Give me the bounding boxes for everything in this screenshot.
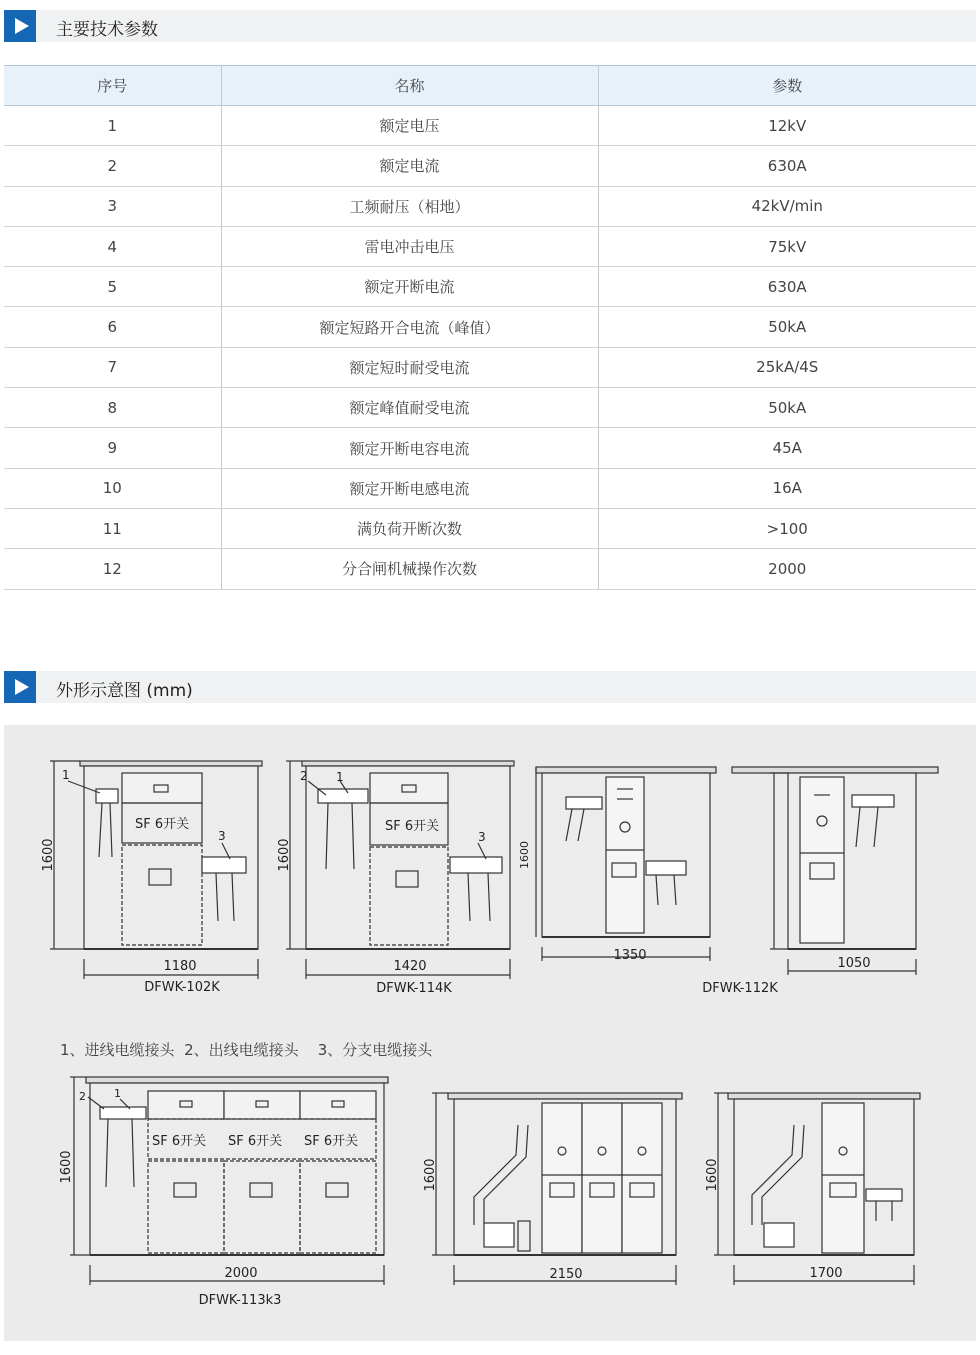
cell-value: 12kV xyxy=(598,106,976,146)
cell-name: 额定开断电流 xyxy=(221,267,598,307)
play-icon xyxy=(4,10,36,42)
section-header-diagram xyxy=(4,671,976,703)
table-row xyxy=(4,226,976,266)
cell-index: 1 xyxy=(4,106,221,146)
section-title: 主要技术参数 xyxy=(56,20,158,40)
sf6-label: SF 6开关 xyxy=(304,1134,359,1149)
height-label: 1600 xyxy=(277,838,292,872)
cell-name: 满负荷开断次数 xyxy=(221,508,598,548)
cell-value: 630A xyxy=(598,267,976,307)
params-table xyxy=(4,65,976,590)
sf6-label: SF 6开关 xyxy=(385,819,440,834)
model-label: DFWK-102K xyxy=(144,980,220,995)
cell-index: 3 xyxy=(4,186,221,226)
height-label: 1600 xyxy=(59,1150,74,1184)
height-label: 1600 xyxy=(518,841,531,869)
unit-112k xyxy=(732,767,938,975)
width-label: 1180 xyxy=(163,959,197,974)
cell-name: 分合闸机械操作次数 xyxy=(221,549,598,589)
cell-index: 12 xyxy=(4,549,221,589)
unit-2150 xyxy=(432,1093,682,1285)
cell-value: 42kV/min xyxy=(598,186,976,226)
cell-name: 额定电流 xyxy=(221,146,598,186)
cell-name: 额定开断电容电流 xyxy=(221,428,598,468)
model-label: DFWK-113k3 xyxy=(198,1293,282,1308)
table-header-row xyxy=(4,66,976,106)
table-row xyxy=(4,307,976,347)
cell-value: 50kA xyxy=(598,388,976,428)
legend-text: 1、进线电缆接头 2、出线电缆接头 3、分支电缆接头 xyxy=(60,1041,433,1059)
cell-name: 额定短路开合电流（峰值） xyxy=(221,307,598,347)
table-row xyxy=(4,267,976,307)
col-header-name: 名称 xyxy=(221,66,598,106)
callout-2: 2 xyxy=(79,1090,86,1103)
table-row xyxy=(4,106,976,146)
section-header-params xyxy=(4,10,976,42)
cell-name: 工频耐压（相地） xyxy=(221,186,598,226)
width-label: 1420 xyxy=(393,959,427,974)
cell-name: 额定开断电感电流 xyxy=(221,468,598,508)
cell-value: 16A xyxy=(598,468,976,508)
sf6-label: SF 6开关 xyxy=(152,1134,207,1149)
sf6-label: SF 6开关 xyxy=(135,817,190,832)
unit-1700 xyxy=(714,1093,920,1285)
section-title: 外形示意图 (mm) xyxy=(56,681,193,701)
height-label: 1600 xyxy=(41,838,56,872)
cell-name: 额定电压 xyxy=(221,106,598,146)
cell-name: 额定短时耐受电流 xyxy=(221,347,598,387)
table-row xyxy=(4,347,976,387)
cell-value: 45A xyxy=(598,428,976,468)
cell-index: 5 xyxy=(4,267,221,307)
callout-1: 1 xyxy=(336,770,344,784)
cell-value: 25kA/4S xyxy=(598,347,976,387)
unit-1350 xyxy=(536,767,716,961)
cell-index: 9 xyxy=(4,428,221,468)
model-label: DFWK-112K xyxy=(702,981,778,996)
cell-value: 2000 xyxy=(598,549,976,589)
diagram-svg xyxy=(4,725,976,1341)
col-header-value: 参数 xyxy=(598,66,976,106)
cell-name: 雷电冲击电压 xyxy=(221,226,598,266)
callout-3: 3 xyxy=(478,830,486,844)
cell-index: 8 xyxy=(4,388,221,428)
cell-index: 10 xyxy=(4,468,221,508)
table-row xyxy=(4,186,976,226)
outline-diagram xyxy=(4,725,976,1341)
callout-1: 1 xyxy=(62,768,70,782)
width-label: 1050 xyxy=(837,956,871,971)
table-row xyxy=(4,468,976,508)
callout-2: 2 xyxy=(300,769,308,783)
cell-index: 4 xyxy=(4,226,221,266)
width-label: 2150 xyxy=(549,1267,583,1282)
cell-index: 11 xyxy=(4,508,221,548)
unit-102k xyxy=(50,761,262,979)
callout-1: 1 xyxy=(114,1087,121,1100)
table-row xyxy=(4,508,976,548)
cell-value: 75kV xyxy=(598,226,976,266)
unit-113k3 xyxy=(70,1077,388,1285)
unit-114k xyxy=(286,761,514,979)
cell-value: >100 xyxy=(598,508,976,548)
callout-3: 3 xyxy=(218,829,226,843)
table-row xyxy=(4,146,976,186)
width-label: 1350 xyxy=(613,948,647,963)
cell-index: 6 xyxy=(4,307,221,347)
width-label: 2000 xyxy=(224,1266,258,1281)
model-label: DFWK-114K xyxy=(376,981,452,996)
width-label: 1700 xyxy=(809,1266,843,1281)
cell-value: 630A xyxy=(598,146,976,186)
cell-index: 2 xyxy=(4,146,221,186)
height-label: 1600 xyxy=(705,1158,720,1192)
cell-index: 7 xyxy=(4,347,221,387)
cell-name: 额定峰值耐受电流 xyxy=(221,388,598,428)
sf6-label: SF 6开关 xyxy=(228,1134,283,1149)
col-header-index: 序号 xyxy=(4,66,221,106)
table-row xyxy=(4,388,976,428)
height-label: 1600 xyxy=(423,1158,438,1192)
cell-value: 50kA xyxy=(598,307,976,347)
table-row xyxy=(4,428,976,468)
table-row xyxy=(4,549,976,589)
play-icon xyxy=(4,671,36,703)
